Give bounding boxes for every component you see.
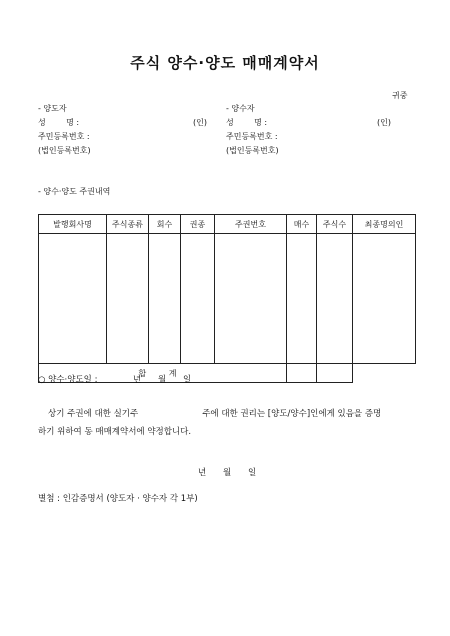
seller-seal: (인) (193, 118, 207, 127)
transfer-date-day: 일 (183, 375, 192, 385)
total-cell[interactable] (287, 364, 317, 383)
table-cell[interactable] (149, 234, 181, 364)
table-cell[interactable] (353, 234, 416, 364)
statement-part2: 주에 대한 권리는 [양도/양수]인에게 있음을 증명 (202, 409, 382, 419)
signing-date-day: 일 (248, 468, 257, 478)
document-title: 주식 양수·양도 매매계약서 (130, 54, 320, 72)
seller-corp-label: (법인등록번호) (38, 146, 91, 155)
table-cell[interactable] (39, 234, 107, 364)
column-header: 권종 (181, 215, 215, 234)
table-cell[interactable] (181, 234, 215, 364)
buyer-heading: - 양수자 (226, 104, 255, 113)
column-header: 최종명의인 (353, 215, 416, 234)
transfer-date-month: 월 (158, 375, 167, 385)
shares-section-heading: - 양수·양도 주권내역 (38, 187, 111, 196)
column-header: 매수 (287, 215, 317, 234)
total-label: 합 계 (39, 364, 287, 383)
recipient-label: 귀중 (392, 91, 408, 100)
column-header: 주식종류 (107, 215, 149, 234)
seller-id-label: 주민등록번호 : (38, 132, 90, 141)
seller-name-label: 성 명 : (38, 118, 80, 127)
shares-table (38, 214, 416, 383)
table-cell[interactable] (107, 234, 149, 364)
signing-date-year: 년 (198, 468, 207, 478)
table-header-row (39, 215, 416, 234)
seller-heading: - 양도자 (38, 104, 67, 113)
column-header: 주권번호 (215, 215, 287, 234)
table-cell[interactable] (287, 234, 317, 364)
transfer-date-year: 년 (133, 375, 142, 385)
table-entry-row (39, 234, 416, 364)
buyer-seal: (인) (377, 118, 391, 127)
transfer-date-label: ○ 양수·양도일 : (38, 375, 98, 385)
total-cell (353, 364, 416, 383)
table-cell[interactable] (317, 234, 353, 364)
statement-line2: 하기 위하여 동 매매계약서에 약정합니다. (38, 427, 192, 437)
column-header: 주식수 (317, 215, 353, 234)
column-header: 회수 (149, 215, 181, 234)
table-cell[interactable] (215, 234, 287, 364)
buyer-id-label: 주민등록번호 : (226, 132, 278, 141)
statement-part1: 상기 주권에 대한 실기주 (48, 409, 139, 419)
statement-paragraph (38, 405, 428, 441)
buyer-name-label: 성 명 : (226, 118, 268, 127)
column-header: 발행회사명 (39, 215, 107, 234)
total-cell[interactable] (317, 364, 353, 383)
attachment-note: 별첨 : 인감증명서 (양도자 · 양수자 각 1부) (38, 494, 198, 504)
signing-date-month: 월 (223, 468, 232, 478)
buyer-corp-label: (법인등록번호) (226, 146, 279, 155)
